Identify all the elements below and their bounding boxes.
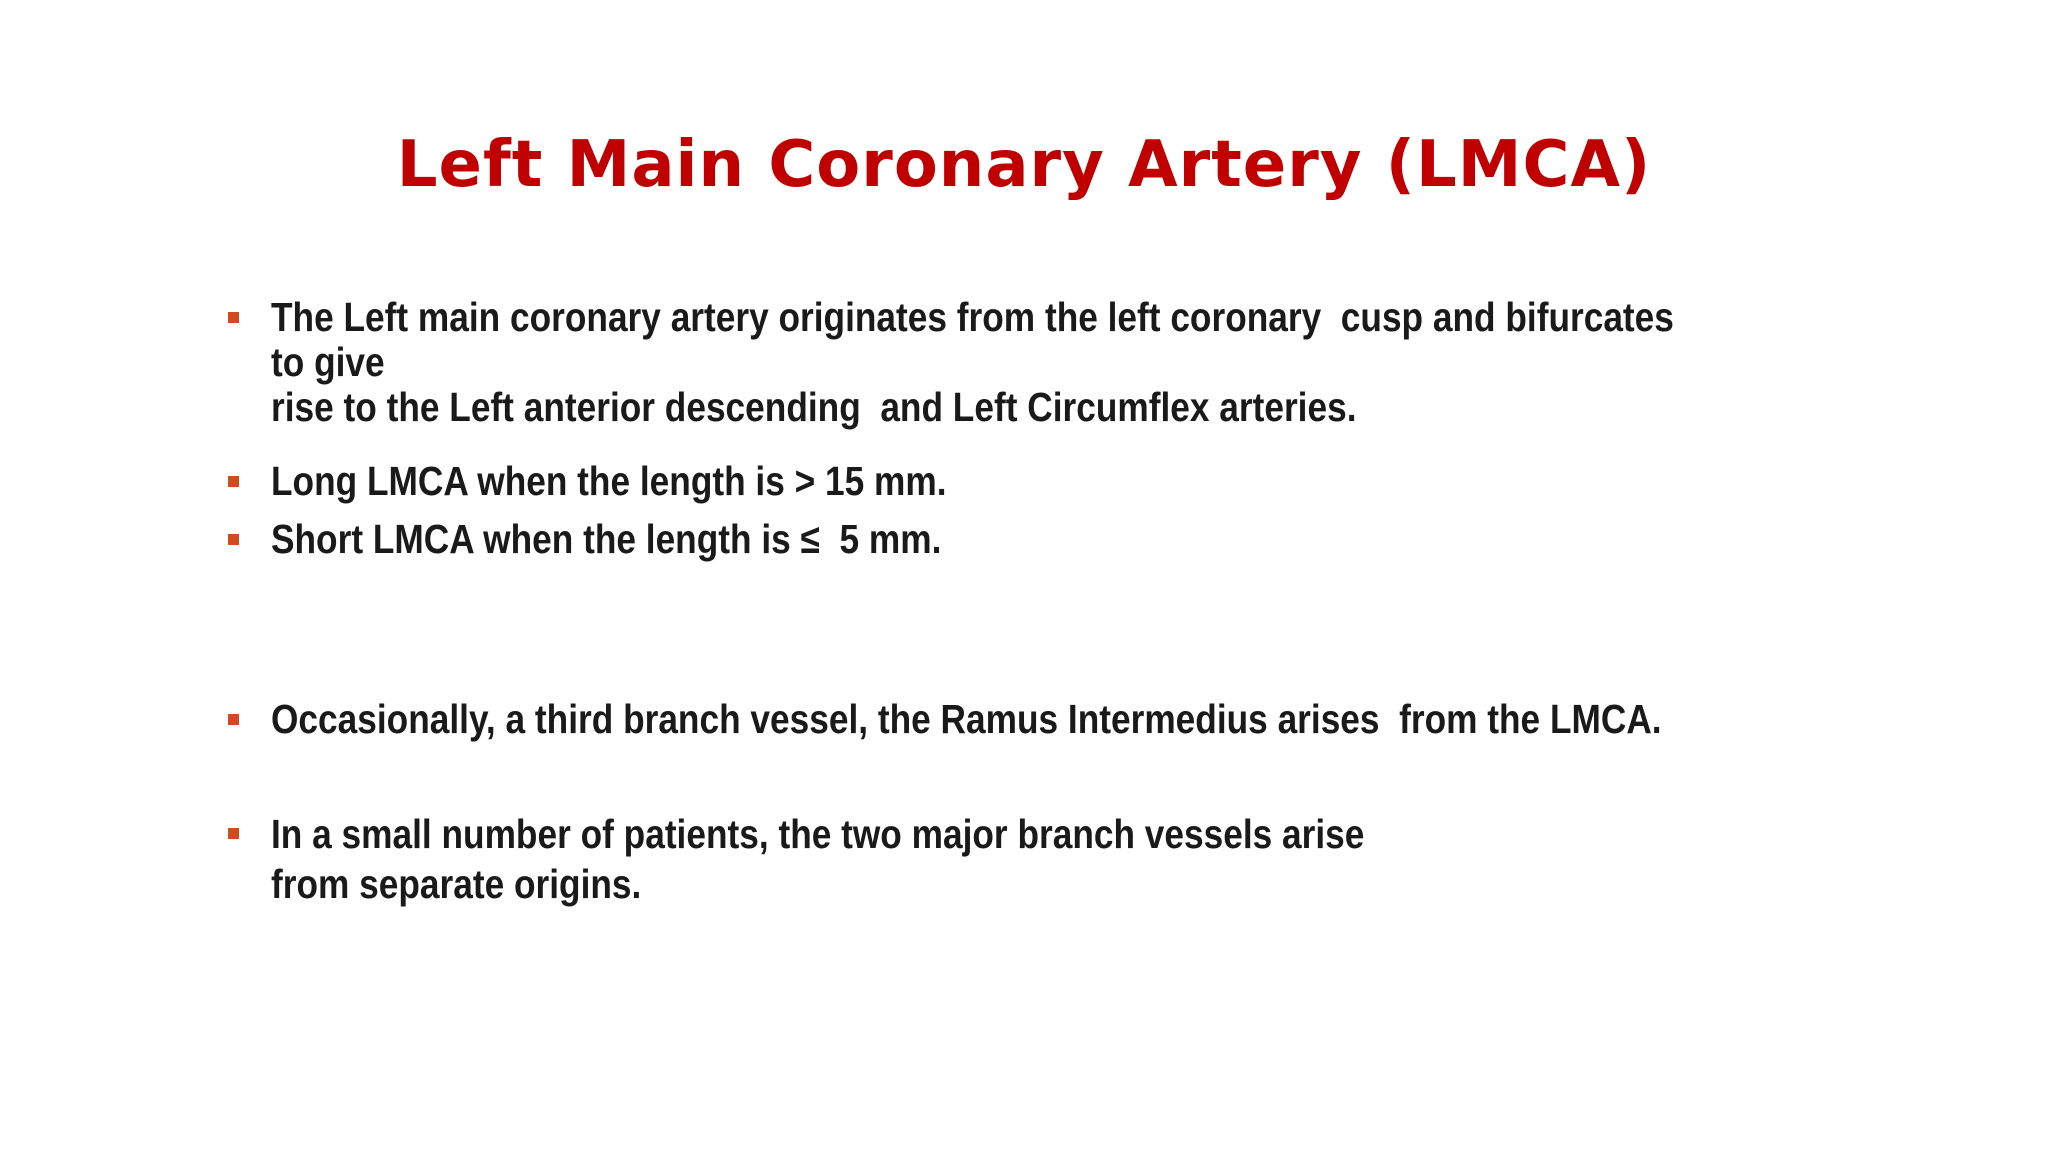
bullet-item [228,517,1948,562]
bullet-item [228,809,1948,909]
square-bullet-icon [228,714,239,725]
square-bullet-icon [228,476,239,487]
bullet-text: Short LMCA when the length is ≤ 5 mm. [271,516,942,562]
square-bullet-icon [228,828,239,839]
bullet-text: Occasionally, a third branch vessel, the Ramus Intermedius arises from the LMCA. [271,696,1662,742]
bullet-text: In a small number of patients, the two major branch vessels arise from separate origins. [271,811,1365,907]
bullet-item [228,697,1948,742]
slide-title: Left Main Coronary Artery (LMCA) [396,128,1652,202]
bullet-text: The Left main coronary artery originates from the left coronary cusp and bifurcates to give rise to the Left anterior descending and Left Circumflex arteries. [271,294,1674,430]
square-bullet-icon [228,312,239,323]
square-bullet-icon [228,534,239,545]
bullet-item [228,459,1948,504]
bullet-item [228,295,1948,430]
bullet-text: Long LMCA when the length is > 15 mm. [271,458,947,504]
